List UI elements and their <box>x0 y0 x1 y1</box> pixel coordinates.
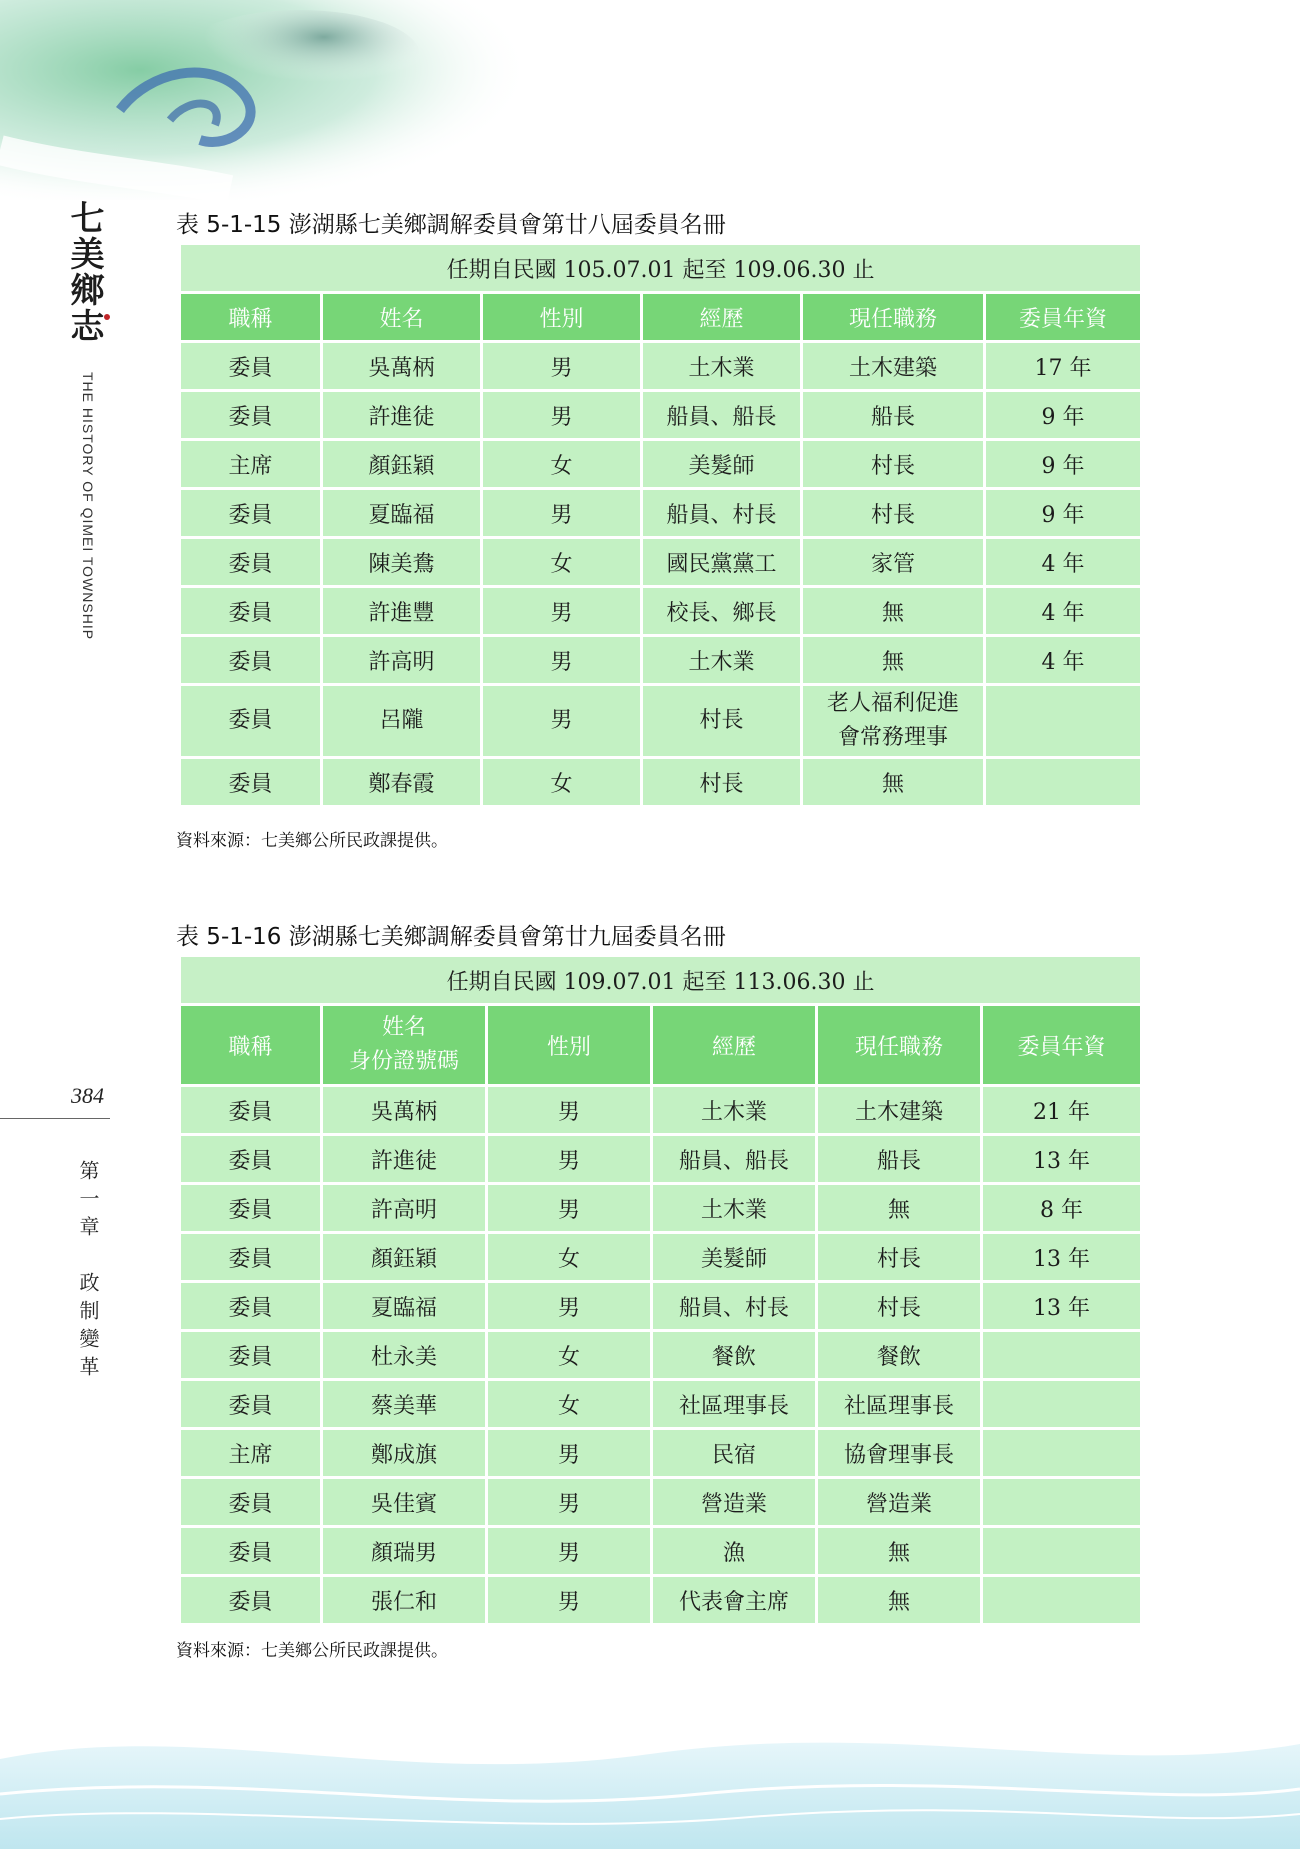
table2-header-cell: 經歷 <box>652 1005 817 1086</box>
table-cell: 無 <box>802 636 985 685</box>
table-cell: 委員 <box>180 1331 322 1380</box>
table-cell: 委員 <box>180 636 322 685</box>
table-cell: 委員 <box>180 1380 322 1429</box>
table-cell: 9 年 <box>985 391 1142 440</box>
page-number: 384 <box>71 1083 104 1108</box>
book-title <box>64 200 114 344</box>
table1-caption: 表 5-1-15 澎湖縣七美鄉調解委員會第廿八屆委員名冊 <box>176 212 726 238</box>
table1-body <box>180 342 1142 807</box>
table-cell: 委員 <box>180 1478 322 1527</box>
table-cell: 吳萬柄 <box>322 1086 487 1135</box>
table-cell: 委員 <box>180 685 322 758</box>
table-row <box>180 440 1142 489</box>
table-cell: 女 <box>487 1380 652 1429</box>
table-cell: 委員 <box>180 587 322 636</box>
table1-header-cell: 職稱 <box>180 293 322 342</box>
table1-source: 資料來源：七美鄉公所民政課提供。 <box>176 831 448 851</box>
table-cell: 13 年 <box>982 1282 1142 1331</box>
table-cell: 船員、船長 <box>652 1135 817 1184</box>
table-cell: 土木業 <box>642 636 802 685</box>
table-cell: 美髮師 <box>652 1233 817 1282</box>
table-cell: 委員 <box>180 1576 322 1625</box>
table-cell: 男 <box>487 1429 652 1478</box>
table-cell: 男 <box>487 1478 652 1527</box>
table2-header-cell: 姓名 身份證號碼 <box>322 1005 487 1086</box>
table-cell: 男 <box>487 1086 652 1135</box>
table-row <box>180 1135 1142 1184</box>
table1-header-cell: 委員年資 <box>985 293 1142 342</box>
table-cell: 13 年 <box>982 1233 1142 1282</box>
table-row <box>180 391 1142 440</box>
table-cell: 顏鈺穎 <box>322 440 482 489</box>
table1-header-cell: 性別 <box>482 293 642 342</box>
table-cell: 男 <box>482 391 642 440</box>
table1-header-cell: 經歷 <box>642 293 802 342</box>
book-english-title: THE HISTORY OF QIMEI TOWNSHIP <box>80 372 96 641</box>
table-row <box>180 587 1142 636</box>
table-cell: 吳佳賓 <box>322 1478 487 1527</box>
table-cell: 4 年 <box>985 538 1142 587</box>
table-cell: 鄭成旗 <box>322 1429 487 1478</box>
table-row <box>180 538 1142 587</box>
table-cell: 男 <box>482 342 642 391</box>
table-cell: 許進徒 <box>322 391 482 440</box>
table-cell: 土木業 <box>652 1184 817 1233</box>
table-cell: 呂隴 <box>322 685 482 758</box>
table-row <box>180 1576 1142 1625</box>
table-cell: 漁 <box>652 1527 817 1576</box>
table-cell: 9 年 <box>985 440 1142 489</box>
table-cell <box>982 1478 1142 1527</box>
table-cell: 吳萬柄 <box>322 342 482 391</box>
table-cell: 委員 <box>180 489 322 538</box>
table-cell: 村長 <box>817 1282 982 1331</box>
table-cell: 土木業 <box>652 1086 817 1135</box>
table2-header-cell: 性別 <box>487 1005 652 1086</box>
table-cell: 蔡美華 <box>322 1380 487 1429</box>
table-row <box>180 1429 1142 1478</box>
table-cell: 夏臨福 <box>322 489 482 538</box>
table-cell: 船員、村長 <box>642 489 802 538</box>
table-cell: 男 <box>487 1184 652 1233</box>
table-cell: 村長 <box>642 685 802 758</box>
table-cell: 村長 <box>802 440 985 489</box>
table-cell: 餐飲 <box>652 1331 817 1380</box>
table-cell: 營造業 <box>817 1478 982 1527</box>
table-cell: 主席 <box>180 1429 322 1478</box>
table-cell: 無 <box>802 587 985 636</box>
table-cell: 代表會主席 <box>652 1576 817 1625</box>
table-cell: 村長 <box>802 489 985 538</box>
table-cell: 張仁和 <box>322 1576 487 1625</box>
table1-header-cell: 現任職務 <box>802 293 985 342</box>
table-cell: 國民黨黨工 <box>642 538 802 587</box>
table2-header-cell: 現任職務 <box>817 1005 982 1086</box>
table-row <box>180 1380 1142 1429</box>
table-cell: 男 <box>482 636 642 685</box>
table-cell: 社區理事長 <box>652 1380 817 1429</box>
table-cell: 男 <box>482 489 642 538</box>
table-cell: 船員、船長 <box>642 391 802 440</box>
table-cell <box>982 1576 1142 1625</box>
table-cell: 無 <box>817 1527 982 1576</box>
table-cell: 美髮師 <box>642 440 802 489</box>
table2-caption: 表 5-1-16 澎湖縣七美鄉調解委員會第廿九屆委員名冊 <box>176 924 726 950</box>
table-cell: 無 <box>817 1576 982 1625</box>
table-row <box>180 1086 1142 1135</box>
table-cell: 陳美鴦 <box>322 538 482 587</box>
table-cell: 委員 <box>180 391 322 440</box>
book-title-text: 七美鄉志 <box>64 200 104 344</box>
table-cell: 女 <box>487 1233 652 1282</box>
table-cell: 8 年 <box>982 1184 1142 1233</box>
table2-term: 任期自民國 109.07.01 起至 113.06.30 止 <box>180 956 1142 1005</box>
table-row <box>180 1184 1142 1233</box>
table-cell: 顏鈺穎 <box>322 1233 487 1282</box>
table-cell: 鄭春霞 <box>322 758 482 807</box>
table-cell: 委員 <box>180 1184 322 1233</box>
table2-source: 資料來源：七美鄉公所民政課提供。 <box>176 1641 448 1661</box>
table-cell <box>982 1429 1142 1478</box>
table-cell: 村長 <box>642 758 802 807</box>
page-number-rule <box>0 1118 110 1119</box>
table-cell: 夏臨福 <box>322 1282 487 1331</box>
table-cell: 老人福利促進 會常務理事 <box>802 685 985 758</box>
table1-header-cell: 姓名 <box>322 293 482 342</box>
table-cell: 民宿 <box>652 1429 817 1478</box>
table-cell: 女 <box>482 758 642 807</box>
table-cell: 委員 <box>180 1282 322 1331</box>
table-cell: 協會理事長 <box>817 1429 982 1478</box>
table-row <box>180 342 1142 391</box>
table-cell <box>982 1380 1142 1429</box>
table-row <box>180 1282 1142 1331</box>
table-cell: 船長 <box>817 1135 982 1184</box>
table-cell: 許高明 <box>322 636 482 685</box>
table2-body <box>180 1086 1142 1625</box>
table-cell: 13 年 <box>982 1135 1142 1184</box>
table-cell: 家管 <box>802 538 985 587</box>
table-cell: 餐飲 <box>817 1331 982 1380</box>
table-cell: 委員 <box>180 758 322 807</box>
table-cell: 船長 <box>802 391 985 440</box>
table2 <box>178 954 1143 1626</box>
table-cell: 村長 <box>817 1233 982 1282</box>
table-cell: 9 年 <box>985 489 1142 538</box>
table-cell: 校長、鄉長 <box>642 587 802 636</box>
table-cell: 男 <box>482 587 642 636</box>
table2-header-cell: 職稱 <box>180 1005 322 1086</box>
table-cell: 許進徒 <box>322 1135 487 1184</box>
table-cell: 女 <box>482 538 642 587</box>
table-cell: 杜永美 <box>322 1331 487 1380</box>
table-cell: 委員 <box>180 538 322 587</box>
table-row <box>180 636 1142 685</box>
table-cell <box>985 685 1142 758</box>
table-cell: 委員 <box>180 1135 322 1184</box>
table-cell: 營造業 <box>652 1478 817 1527</box>
table-row <box>180 685 1142 758</box>
table-cell: 無 <box>817 1184 982 1233</box>
table-cell: 4 年 <box>985 587 1142 636</box>
table-cell: 顏瑞男 <box>322 1527 487 1576</box>
table-cell: 委員 <box>180 342 322 391</box>
table-cell: 委員 <box>180 1527 322 1576</box>
table-cell <box>985 758 1142 807</box>
table-cell: 女 <box>487 1331 652 1380</box>
table-cell: 21 年 <box>982 1086 1142 1135</box>
seal-dot <box>104 314 110 320</box>
table-cell: 土木建築 <box>817 1086 982 1135</box>
table-cell: 17 年 <box>985 342 1142 391</box>
table-cell: 男 <box>487 1135 652 1184</box>
table1 <box>178 242 1143 808</box>
table-cell: 許進豐 <box>322 587 482 636</box>
table-cell: 4 年 <box>985 636 1142 685</box>
decorative-waves <box>0 1699 1300 1849</box>
table-row <box>180 1331 1142 1380</box>
table-row <box>180 1233 1142 1282</box>
table-cell: 男 <box>487 1527 652 1576</box>
table-cell: 男 <box>482 685 642 758</box>
table2-header-cell: 委員年資 <box>982 1005 1142 1086</box>
table-cell: 社區理事長 <box>817 1380 982 1429</box>
table-row <box>180 758 1142 807</box>
table-cell <box>982 1331 1142 1380</box>
table-cell <box>982 1527 1142 1576</box>
chapter-label: 第一章 政制變革 <box>76 1160 100 1384</box>
table-cell: 船員、村長 <box>652 1282 817 1331</box>
decorative-landscape-wash <box>0 0 560 200</box>
table-cell: 委員 <box>180 1233 322 1282</box>
table-cell: 男 <box>487 1282 652 1331</box>
table-cell: 土木業 <box>642 342 802 391</box>
table-row <box>180 1527 1142 1576</box>
table-cell: 女 <box>482 440 642 489</box>
table-row <box>180 489 1142 538</box>
table1-term: 任期自民國 105.07.01 起至 109.06.30 止 <box>180 244 1142 293</box>
table-cell: 男 <box>487 1576 652 1625</box>
table-cell: 土木建築 <box>802 342 985 391</box>
table-cell: 無 <box>802 758 985 807</box>
table-row <box>180 1478 1142 1527</box>
table-cell: 主席 <box>180 440 322 489</box>
table-cell: 委員 <box>180 1086 322 1135</box>
table-cell: 許高明 <box>322 1184 487 1233</box>
